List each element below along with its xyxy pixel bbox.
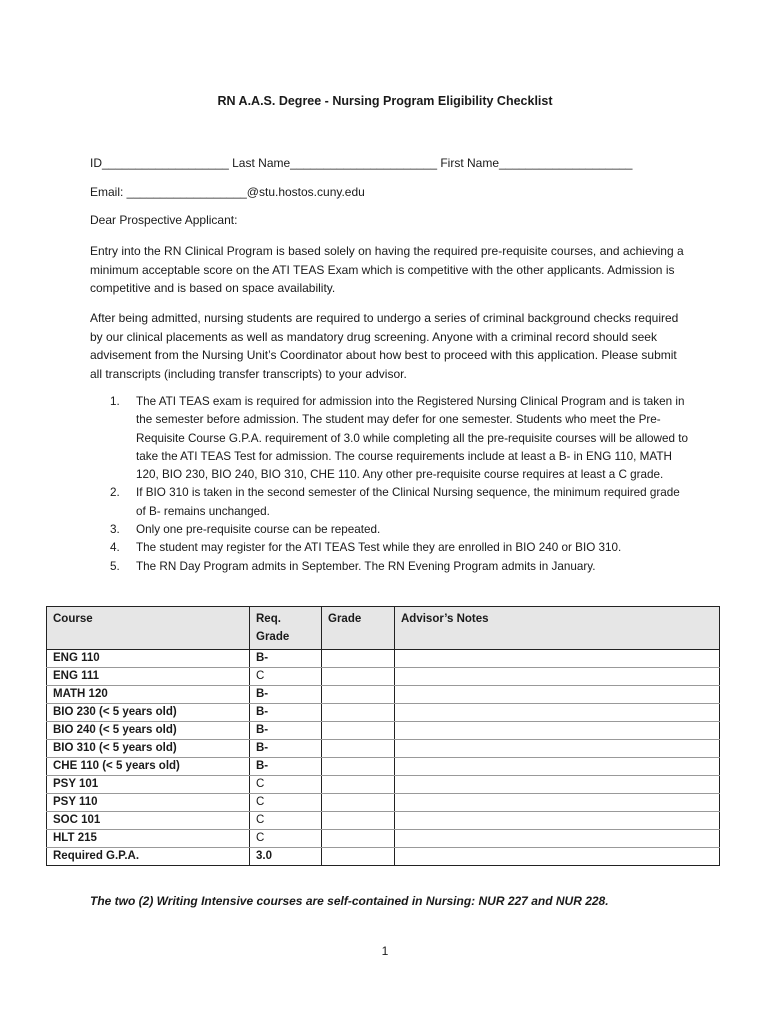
advisor-notes-cell [395, 776, 720, 794]
req-grade-cell: B- [250, 722, 322, 740]
grade-cell [322, 758, 395, 776]
table-row [47, 758, 720, 776]
grade-cell [322, 830, 395, 848]
header-req-grade: Req. Grade [250, 607, 322, 650]
header-course: Course [47, 607, 250, 650]
req-grade-cell: C [250, 776, 322, 794]
email-line: Email: __________________@stu.hostos.cuny.edu [90, 185, 365, 199]
page-title: RN A.A.S. Degree - Nursing Program Eligibility Checklist [217, 94, 553, 108]
table-row [47, 668, 720, 686]
requirement-number: 4. [110, 541, 120, 555]
grade-cell [322, 704, 395, 722]
requirement-number: 3. [110, 523, 120, 537]
advisor-notes-cell [395, 794, 720, 812]
requirements-list [110, 393, 690, 576]
requirement-text: The student may register for the ATI TEAS Test while they are enrolled in BIO 240 or BIO 310. [136, 541, 622, 555]
course-cell: MATH 120 [47, 686, 250, 704]
page-number: 1 [381, 944, 389, 958]
req-grade-cell: B- [250, 704, 322, 722]
req-grade-cell: 3.0 [250, 848, 322, 866]
requirement-number: 1. [110, 395, 120, 408]
table-row [47, 776, 720, 794]
advisor-notes-cell [395, 812, 720, 830]
req-grade-cell: B- [250, 686, 322, 704]
req-grade-cell: B- [250, 740, 322, 758]
advisor-notes-cell [395, 848, 720, 866]
course-cell: ENG 110 [47, 650, 250, 668]
grade-cell [322, 686, 395, 704]
course-cell: BIO 230 (< 5 years old) [47, 704, 250, 722]
req-grade-cell: B- [250, 758, 322, 776]
table-row [47, 830, 720, 848]
advisor-notes-cell [395, 650, 720, 668]
table-row [47, 686, 720, 704]
writing-intensive-note: The two (2) Writing Intensive courses are self-contained in Nursing: NUR 227 and NUR 228. [90, 894, 609, 908]
requirement-item [110, 484, 690, 521]
advisor-notes-cell [395, 740, 720, 758]
course-cell: BIO 310 (< 5 years old) [47, 740, 250, 758]
advisor-notes-cell [395, 758, 720, 776]
header-advisors-notes: Advisor’s Notes [395, 607, 720, 650]
requirement-number: 2. [110, 486, 120, 500]
req-grade-cell: C [250, 668, 322, 686]
table-row [47, 794, 720, 812]
course-table [46, 606, 720, 866]
course-cell: Required G.P.A. [47, 848, 250, 866]
req-grade-cell: C [250, 794, 322, 812]
table-row [47, 722, 720, 740]
course-cell: PSY 110 [47, 794, 250, 812]
paragraph-entry: Entry into the RN Clinical Program is based solely on having the required pre-requisite courses, and achieving a minimum acceptable score on the ATI TEAS Exam which is competitive with the other applicants. Admission is competitive and is based on space availability. [90, 244, 684, 295]
req-grade-cell: C [250, 812, 322, 830]
req-grade-cell: C [250, 830, 322, 848]
grade-cell [322, 794, 395, 812]
course-cell: PSY 101 [47, 776, 250, 794]
requirement-text: Only one pre-requisite course can be repeated. [136, 523, 381, 537]
advisor-notes-cell [395, 830, 720, 848]
grade-cell [322, 650, 395, 668]
grade-cell [322, 848, 395, 866]
grade-cell [322, 776, 395, 794]
advisor-notes-cell [395, 722, 720, 740]
table-header-row [47, 607, 720, 650]
paragraph-admitted: After being admitted, nursing students are required to undergo a series of criminal background checks required by our clinical placements as well as mandatory drug screening. Anyone with a criminal record should seek advisement from the Nursing Unit’s Coordinator about how best to proceed with this application. Please submit all transcripts (including transfer transcripts) to your advisor. [90, 311, 679, 381]
advisor-notes-cell [395, 668, 720, 686]
table-row [47, 848, 720, 866]
req-grade-cell: B- [250, 650, 322, 668]
course-cell: BIO 240 (< 5 years old) [47, 722, 250, 740]
course-cell: SOC 101 [47, 812, 250, 830]
requirement-item [110, 558, 690, 576]
requirement-text: The RN Day Program admits in September. The RN Evening Program admits in January. [136, 559, 596, 573]
requirement-number: 5. [110, 559, 120, 573]
table-row [47, 650, 720, 668]
advisor-notes-cell [395, 686, 720, 704]
salutation: Dear Prospective Applicant: [90, 213, 238, 227]
grade-cell [322, 668, 395, 686]
grade-cell [322, 740, 395, 758]
table-row [47, 740, 720, 758]
id-name-line: ID___________________ Last Name______________________ First Name____________________ [90, 156, 633, 170]
grade-cell [322, 812, 395, 830]
table-row [47, 704, 720, 722]
table-row [47, 812, 720, 830]
advisor-notes-cell [395, 704, 720, 722]
requirement-item [110, 393, 690, 484]
course-cell: CHE 110 (< 5 years old) [47, 758, 250, 776]
course-cell: HLT 215 [47, 830, 250, 848]
requirement-item [110, 521, 690, 539]
header-grade: Grade [322, 607, 395, 650]
grade-cell [322, 722, 395, 740]
requirement-text: The ATI TEAS exam is required for admission into the Registered Nursing Clinical Program and is taken in the semester before admission. The student may defer for one semester. Students who meet the Pre-Requisite Course G.P.A. requirement of 3.0 while completing all the pre-requisite courses will be allowed to take the ATI TEAS Test for admission. The course requirements include at least a B- in ENG 110, MATH 120, BIO 230, BIO 240, BIO 310, CHE 110. Any other pre-requisite course requires at least a C grade. [136, 395, 688, 482]
course-cell: ENG 111 [47, 668, 250, 686]
requirement-text: If BIO 310 is taken in the second semester of the Clinical Nursing sequence, the minimum required grade of B- remains unchanged. [136, 486, 680, 518]
requirement-item [110, 539, 690, 557]
